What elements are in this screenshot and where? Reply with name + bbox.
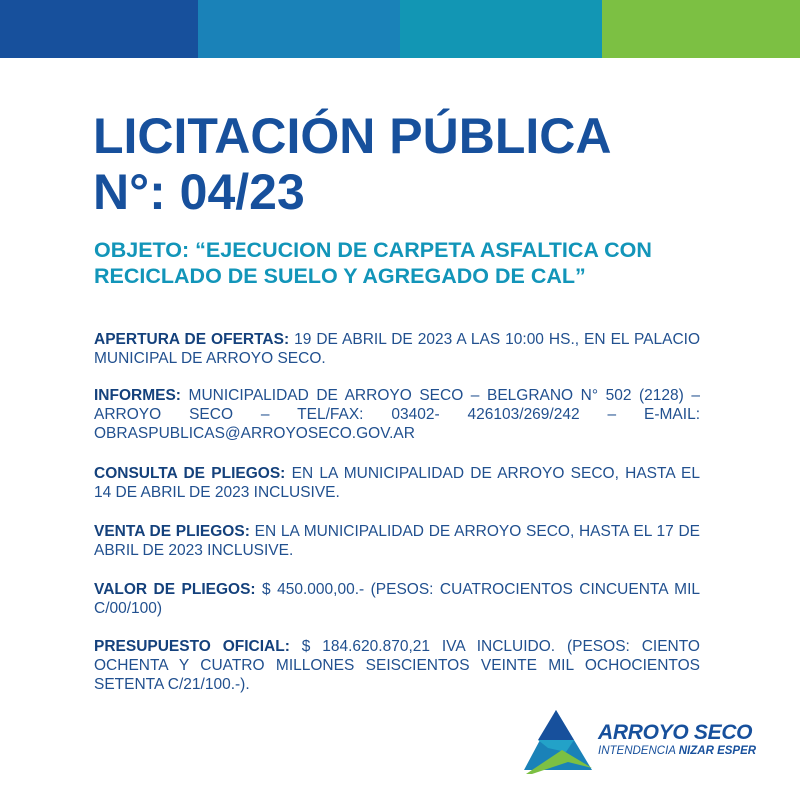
venta-text: EN LA MUNICIPALIDAD DE ARROYO SECO, HASTA EL 17 DE ABRIL DE 2023 INCLUSIVE. bbox=[94, 523, 701, 559]
venta-section bbox=[94, 522, 700, 560]
page-title bbox=[93, 108, 611, 220]
logo-subtitle-prefix: INTENDENCIA bbox=[598, 745, 676, 757]
color-bar-segment-4 bbox=[602, 0, 800, 58]
informes-label: INFORMES: bbox=[94, 387, 181, 404]
logo-subtitle-name: NIZAR ESPER bbox=[678, 745, 757, 757]
presupuesto-section bbox=[94, 637, 700, 694]
logo-subtitle bbox=[598, 745, 756, 757]
logo-brand-text: ARROYO SECO bbox=[598, 721, 753, 744]
apertura-text: 19 DE ABRIL DE 2023 A LAS 10:00 HS., EN EL PALACIO MUNICIPAL DE ARROYO SECO. bbox=[94, 331, 701, 367]
valor-section bbox=[94, 580, 700, 618]
color-bar-segment-3 bbox=[400, 0, 602, 58]
top-color-bar bbox=[0, 0, 800, 58]
objeto-line-2: RECICLADO DE SUELO Y AGREGADO DE CAL” bbox=[94, 264, 586, 288]
objeto-line-1: OBJETO: “EJECUCION DE CARPETA ASFALTICA CON bbox=[94, 238, 652, 262]
presupuesto-text: $ 184.620.870,21 IVA INCLUIDO. (PESOS: CIENTO OCHENTA Y CUATRO MILLONES SEISCIENTOS VEINTE MIL OCHOCIENTOS SETENTA C/21/100.-). bbox=[94, 638, 700, 693]
objeto-heading bbox=[94, 237, 734, 289]
title-line-2: N°: 04/23 bbox=[93, 164, 305, 220]
apertura-section bbox=[94, 330, 700, 368]
venta-label: VENTA DE PLIEGOS: bbox=[94, 523, 250, 540]
informes-text: MUNICIPALIDAD DE ARROYO SECO – BELGRANO N° 502 (2128) –ARROYO SECO – TEL/FAX: 03402- 426103/269/242 – E-MAIL: OBRASPUBLICAS@ARROYOSECO.GOV.AR bbox=[94, 387, 700, 442]
informes-section bbox=[94, 386, 700, 443]
consulta-label: CONSULTA DE PLIEGOS: bbox=[94, 465, 286, 482]
apertura-label: APERTURA DE OFERTAS: bbox=[94, 331, 290, 348]
valor-text: $ 450.000,00.- (PESOS: CUATROCIENTOS CINCUENTA MIL C/00/100) bbox=[94, 581, 700, 617]
presupuesto-label: PRESUPUESTO OFICIAL: bbox=[94, 638, 290, 655]
title-line-1: LICITACIÓN PÚBLICA bbox=[93, 108, 612, 164]
arroyo-seco-logo bbox=[522, 708, 772, 778]
valor-label: VALOR DE PLIEGOS: bbox=[94, 581, 256, 598]
color-bar-segment-2 bbox=[198, 0, 400, 58]
consulta-section bbox=[94, 464, 700, 502]
consulta-text: EN LA MUNICIPALIDAD DE ARROYO SECO, HASTA EL 14 DE ABRIL DE 2023 INCLUSIVE. bbox=[94, 465, 701, 501]
triangle-mountain-logo-icon bbox=[522, 708, 594, 776]
color-bar-segment-1 bbox=[0, 0, 198, 58]
